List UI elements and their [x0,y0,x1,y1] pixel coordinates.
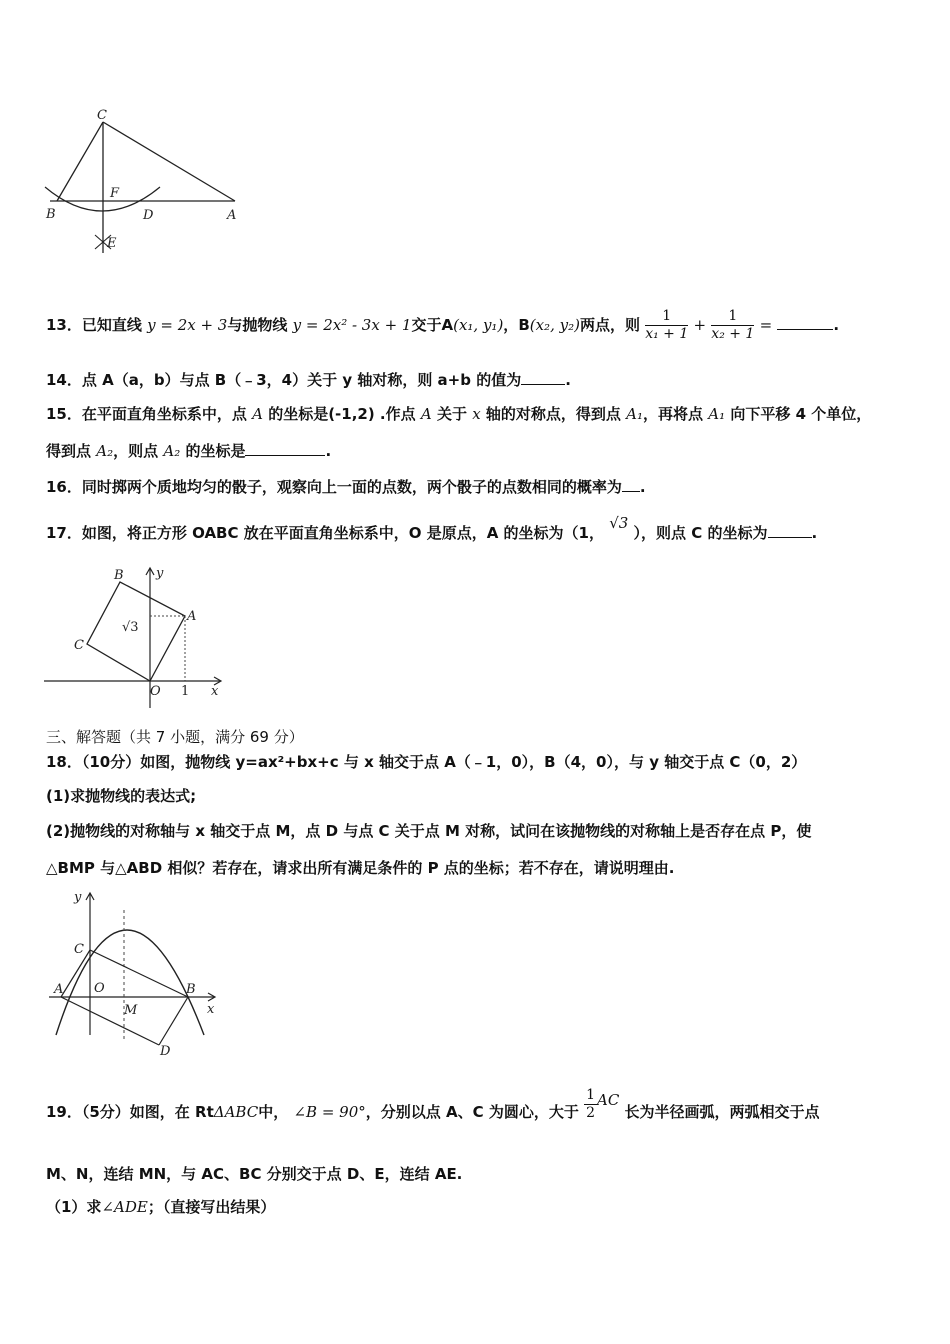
question-15-line-2 [46,440,331,462]
segment-cb [90,950,188,997]
segment-bd [159,997,188,1045]
q13-text: 与抛物线 [227,316,288,334]
question-number: 13． [46,316,82,334]
fraction-numerator: 1 [645,308,688,326]
q15-text: ，则点 [113,442,159,460]
label-a: A [54,982,64,997]
section-title [46,726,304,748]
point-b-coords: (x₂, y₂) [529,316,580,334]
label-o: O [150,684,161,699]
question-19-part-1 [46,1196,275,1218]
separator: ， [503,316,519,334]
point-a-coords: (x₁, y₁) [453,316,504,334]
label-x: x [207,1002,215,1017]
question-13 [46,308,839,343]
q18-part1-text: (1)求抛物线的表达式; [46,787,197,805]
period: . [639,478,646,496]
label-x: x [211,684,219,699]
q15-text: 得到点 [46,442,92,460]
q15-text: ，再将点 [643,405,704,423]
figure-q17 [44,563,226,711]
q18-part2-text: △BMP 与△ABD 相似？若存在，请求出所有满足条件的 P 点的坐标；若不存在，请说明理由. [46,859,675,877]
q19-text: 中， [258,1103,289,1121]
segment-ad [61,997,159,1045]
q13-text: 两点，则 [579,316,640,334]
segment-ca [103,122,235,201]
label-d: D [160,1044,171,1059]
q15-text: 向下平移 4 个单位， [730,405,872,423]
label-b: B [114,568,124,583]
label-b: B [46,207,56,222]
label-c: C [97,108,107,123]
label-a: A [227,208,237,223]
q14-text: 14．点 A（a，b）与点 B（﹣3，4）关于 y 轴对称，则 a+b 的值为 [46,371,522,389]
segment-ac [61,950,90,997]
q15-text: 关于 [436,405,467,423]
plus-sign: + [693,316,707,334]
question-18-part-1 [46,785,196,807]
question-16 [46,476,646,498]
q19-text: M、N，连结 MN，与 AC、BC 分别交于点 D、E，连结 AE. [46,1165,463,1183]
fraction-numerator: 1 [586,1087,595,1103]
period: . [325,442,332,460]
point-b: B [518,316,530,334]
q19-text: ，分别以点 A、C 为圆心，大于 [365,1103,579,1121]
sqrt-3: √3 [609,514,629,532]
x-axis-label: x [472,405,481,423]
q15-text: 的坐标是 [185,442,246,460]
segment-cb [57,122,103,201]
period: . [565,371,571,389]
figure-q12 [40,105,250,255]
segment-ac-label: AC [597,1091,620,1109]
q19-text: 19．（5分）如图，在 Rt [46,1103,214,1121]
label-one: 1 [181,684,190,699]
period: . [833,316,840,334]
answer-blank[interactable] [521,384,565,385]
fraction-half [584,1087,597,1122]
question-19-line-2 [46,1163,462,1185]
question-19 [46,1087,820,1130]
point-a2: A₂ [96,442,114,460]
section-title-text: 三、解答题（共 7 小题，满分 69 分） [46,728,304,746]
parabola-equation: y = 2x² - 3x + 1 [292,316,412,334]
label-m: M [124,1003,138,1018]
label-y: y [74,890,82,905]
point-a: A [441,316,454,334]
equals-sign: = [759,316,773,334]
label-a: A [187,609,197,624]
q13-text: 交于 [411,316,442,334]
angle-b: ∠B = 90° [293,1103,366,1121]
label-sqrt3: √3 [122,620,139,635]
line-equation: y = 2x + 3 [147,316,228,334]
point-a: A [420,405,432,423]
label-o: O [94,981,105,996]
label-y: y [156,566,164,581]
point-a2: A₂ [163,442,181,460]
label-e: E [107,236,117,251]
q15-text: 的坐标是(-1,2) .作点 [268,405,416,423]
q15-text: 轴的对称点，得到点 [485,405,621,423]
question-18-part-2-line-1 [46,820,811,842]
q17-text: 17．如图，将正方形 OABC 放在平面直角坐标系中，O 是原点，A 的坐标为（1， [46,524,604,542]
point-a1: A₁ [626,405,644,423]
figure-q18 [44,885,229,1060]
q15-text: 15．在平面直角坐标系中，点 [46,405,247,423]
answer-blank[interactable] [777,329,833,330]
question-15-line-1 [46,403,871,425]
fraction-denominator: x₂ + 1 [711,326,755,342]
triangle-abc: ΔABC [213,1103,259,1121]
q17-text: ），则点 C 的坐标为 [633,524,768,542]
answer-blank[interactable] [768,537,812,538]
question-18-part-2-line-2 [46,857,675,879]
point-a: A [252,405,263,423]
period: . [811,524,818,542]
label-d: D [143,208,154,223]
q19-part1-text: ；（直接写出结果） [147,1198,276,1216]
answer-blank[interactable] [622,491,640,492]
fraction-denominator: x₁ + 1 [645,326,689,342]
fraction-numerator: 1 [711,308,754,326]
question-17 [46,514,818,544]
point-a1: A₁ [708,405,726,423]
q13-text: 已知直线 [81,316,142,334]
answer-blank[interactable] [245,455,325,456]
fraction-1 [645,308,688,343]
angle-ade: ∠ADE [101,1198,148,1216]
q18-text: 18．（10分）如图，抛物线 y=ax²+bx+c 与 x 轴交于点 A（﹣1，0），B（4，0），与 y 轴交于点 C（0，2） [46,753,807,771]
q16-text: 16．同时掷两个质地均匀的骰子，观察向上一面的点数，两个骰子的点数相同的概率为 [46,478,622,496]
label-f: F [110,186,120,201]
fraction-2 [711,308,754,343]
q18-part2-text: (2)抛物线的对称轴与 x 轴交于点 M，点 D 与点 C 关于点 M 对称，试问在该抛物线的对称轴上是否存在点 P，使 [46,822,812,840]
label-c: C [74,942,84,957]
q19-text: 长为半径画弧，两弧相交于点 [624,1103,820,1121]
label-b: B [186,982,196,997]
label-c: C [74,638,84,653]
fraction-denominator: 2 [586,1105,595,1121]
question-14 [46,369,571,391]
question-18-header [46,751,806,773]
q19-part1-text: （1）求 [46,1198,102,1216]
